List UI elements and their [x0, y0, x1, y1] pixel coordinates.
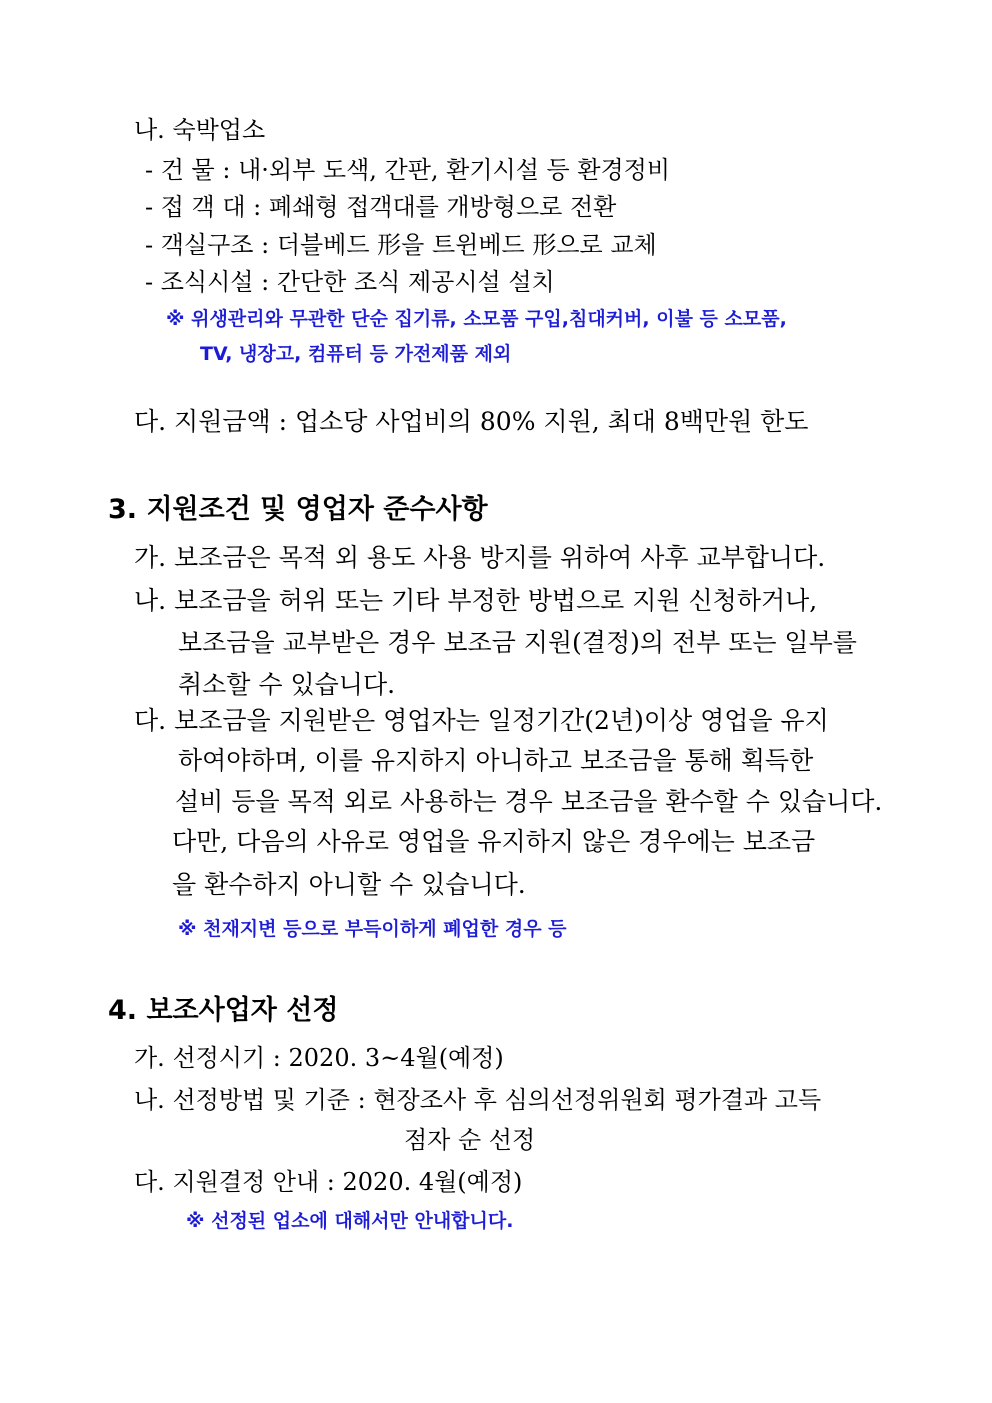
section3-item-na-line2: 보조금을 교부받은 경우 보조금 지원(결정)의 전부 또는 일부를 — [178, 628, 857, 657]
section4-heading: 4. 보조사업자 선정 — [108, 995, 339, 1026]
item-da-support-amount: 다. 지원금액 : 업소당 사업비의 80% 지원, 최대 8백만원 한도 — [134, 407, 809, 436]
item-na-lodging: 나. 숙박업소 — [134, 116, 266, 144]
section3-item-ga: 가. 보조금은 목적 외 용도 사용 방지를 위하여 사후 교부합니다. — [134, 543, 826, 572]
section3-item-da-line3: 설비 등을 목적 외로 사용하는 경우 보조금을 환수할 수 있습니다. — [175, 787, 883, 816]
section4-item-ga: 가. 선정시기 : 2020. 3~4월(예정) — [134, 1044, 504, 1072]
section3-item-na-line3: 취소할 수 있습니다. — [178, 670, 396, 699]
section3-item-da-line4: 다만, 다음의 사유로 영업을 유지하지 않은 경우에는 보조금 — [172, 827, 816, 856]
bullet-breakfast: - 조식시설 : 간단한 조식 제공시설 설치 — [145, 268, 555, 296]
section4-item-na-line1: 나. 선정방법 및 기준 : 현장조사 후 심의선정위원회 평가결과 고득 — [134, 1086, 822, 1114]
section3-note: ※ 천재지변 등으로 부득이하게 폐업한 경우 등 — [178, 918, 567, 940]
bullet-building: - 건 물 : 내·외부 도색, 간판, 환기시설 등 환경정비 — [145, 156, 671, 184]
section3-item-da-line2: 하여야하며, 이를 유지하지 아니하고 보조금을 통해 획득한 — [178, 746, 814, 775]
section4-note: ※ 선정된 업소에 대해서만 안내합니다. — [186, 1210, 514, 1232]
bullet-reception: - 접 객 대 : 폐쇄형 접객대를 개방형으로 전환 — [145, 193, 617, 221]
note-exclusions-line1: ※ 위생관리와 무관한 단순 집기류, 소모품 구입,침대커버, 이불 등 소모품, — [166, 308, 787, 330]
section4-item-da: 다. 지원결정 안내 : 2020. 4월(예정) — [134, 1168, 523, 1196]
note-exclusions-line2: TV, 냉장고, 컴퓨터 등 가전제품 제외 — [200, 343, 512, 365]
section3-item-na-line1: 나. 보조금을 허위 또는 기타 부정한 방법으로 지원 신청하거나, — [134, 586, 818, 615]
section4-item-na-line2: 점자 순 선정 — [404, 1126, 536, 1154]
section3-heading: 3. 지원조건 및 영업자 준수사항 — [108, 494, 488, 525]
bullet-room-structure: - 객실구조 : 더블베드 形을 트윈베드 形으로 교체 — [145, 231, 657, 259]
section3-item-da-line5: 을 환수하지 아니할 수 있습니다. — [172, 870, 526, 899]
section3-item-da-line1: 다. 보조금을 지원받은 영업자는 일정기간(2년)이상 영업을 유지 — [134, 706, 829, 735]
